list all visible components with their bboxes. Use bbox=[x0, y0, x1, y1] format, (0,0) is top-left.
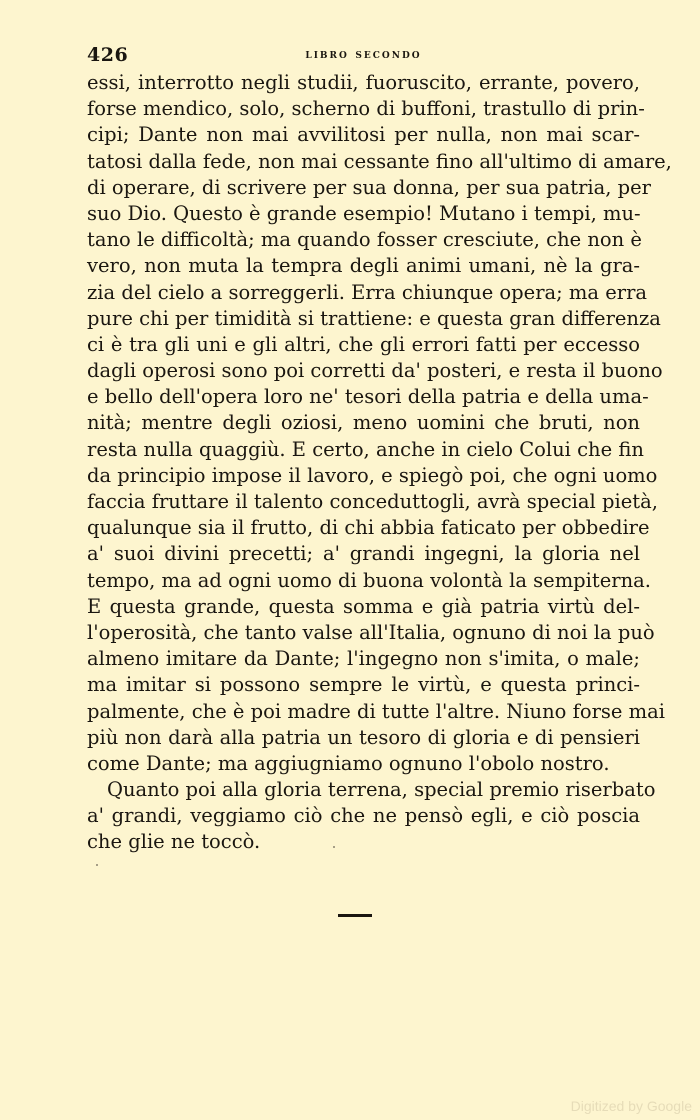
text-line: pure chi per timidità si trattiene: e questa gran differenza bbox=[87, 306, 661, 330]
text-line: ma imitar si possono sempre le virtù, e questa princi- bbox=[87, 673, 640, 697]
text-line: come Dante; ma aggiugniamo ognuno l'obolo nostro. bbox=[87, 751, 610, 775]
text-line: E questa grande, questa somma e già patria virtù del- bbox=[87, 594, 640, 618]
text-line: ci è tra gli uni e gli altri, che gli errori fatti per eccesso bbox=[87, 332, 640, 356]
text-line: essi, interrotto negli studii, fuoruscito, errante, povero, bbox=[87, 71, 640, 94]
page-number: 426 bbox=[87, 44, 129, 66]
text-line: vero, non muta la tempra degli animi umani, nè la gra- bbox=[87, 254, 640, 278]
text-line: di operare, di scrivere per sua donna, per sua patria, per bbox=[87, 175, 652, 199]
ink-speck bbox=[96, 864, 98, 866]
paragraph-2 bbox=[87, 777, 656, 856]
text-line: e bello dell'opera loro ne' tesori della patria e della uma- bbox=[87, 385, 649, 409]
text-line: qualunque sia il frutto, di chi abbia faticato per obbedire bbox=[87, 516, 650, 540]
text-line: che glie ne toccò. bbox=[87, 830, 261, 854]
paragraph-1 bbox=[87, 70, 672, 777]
text-line: palmente, che è poi madre di tutte l'altre. Niuno forse mai bbox=[87, 699, 665, 723]
text-line: tempo, ma ad ogni uomo di buona volontà la sempiterna. bbox=[87, 568, 651, 592]
text-line: a' grandi, veggiamo ciò che ne pensò egli, e ciò poscia bbox=[87, 804, 640, 828]
text-line: a' suoi divini precetti; a' grandi ingegni, la gloria nel bbox=[87, 542, 640, 566]
text-line: dagli operosi sono poi corretti da' posteri, e resta il buono bbox=[87, 359, 663, 383]
ink-speck bbox=[333, 846, 335, 848]
text-line: suo Dio. Questo è grande esempio! Mutano i tempi, mu- bbox=[87, 201, 641, 225]
text-line: più non darà alla patria un tesoro di gloria e di pensieri bbox=[87, 725, 640, 749]
text-line: l'operosità, che tanto valse all'Italia, ognuno di noi la può bbox=[87, 620, 655, 644]
digitization-watermark: Digitized by Google bbox=[570, 1098, 692, 1114]
text-line: cipi; Dante non mai avvilitosi per nulla, non mai scar- bbox=[87, 123, 640, 147]
text-line: forse mendico, solo, scherno di buffoni, trastullo di prin- bbox=[87, 97, 645, 121]
running-title: libro secondo bbox=[305, 47, 422, 62]
text-line: resta nulla quaggiù. E certo, anche in cielo Colui che fin bbox=[87, 437, 644, 461]
text-line: da principio impose il lavoro, e spiegò poi, che ogni uomo bbox=[87, 463, 658, 487]
text-line: zia del cielo a sorreggerli. Erra chiunque opera; ma erra bbox=[87, 280, 648, 304]
end-rule-ornament bbox=[338, 914, 372, 917]
text-line: Quanto poi alla gloria terrena, special premio riserbato bbox=[107, 778, 656, 802]
text-line: tano le difficoltà; ma quando fosser cresciute, che non è bbox=[87, 228, 642, 252]
text-line: almeno imitare da Dante; l'ingegno non s'imita, o male; bbox=[87, 647, 640, 671]
text-line: tatosi dalla fede, non mai cessante fino all'ultimo di amare, bbox=[87, 149, 672, 173]
text-line: nità; mentre degli oziosi, meno uomini che bruti, non bbox=[87, 411, 640, 435]
text-line: faccia fruttare il talento conceduttogli, avrà special pietà, bbox=[87, 490, 658, 513]
body-text bbox=[87, 70, 672, 856]
page-header bbox=[87, 44, 640, 70]
